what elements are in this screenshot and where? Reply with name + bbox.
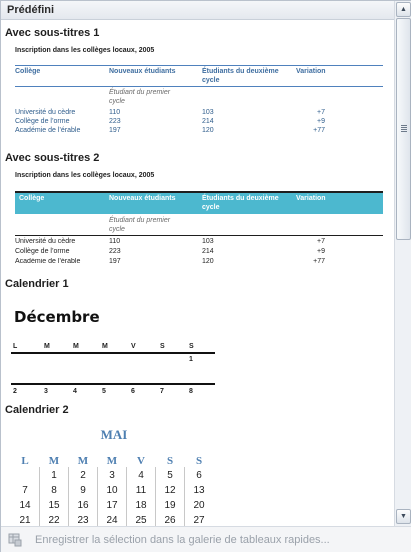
calendar2-date: 17: [106, 500, 118, 511]
calendar2-date: 27: [193, 515, 205, 526]
calendar2-day-name: S: [195, 455, 203, 467]
calendar2-date: 4: [138, 470, 144, 481]
calendar2-day-name: M: [48, 455, 60, 467]
scroll-down-arrow-icon[interactable]: ▼: [396, 509, 411, 524]
subheader-line1: Étudiant du premier: [109, 89, 171, 96]
calendar2-month: MAI: [100, 427, 128, 442]
col-header-college: Collège: [19, 195, 45, 202]
table-cell: 120: [202, 127, 214, 134]
table-cell: 110: [109, 238, 121, 245]
calendar2-date: 22: [48, 515, 60, 526]
calendar2-day-name: M: [106, 455, 118, 467]
section-title-calendrier-1: Calendrier 1: [5, 278, 69, 290]
section-title-calendrier-2: Calendrier 2: [5, 404, 69, 416]
col-header-variation: Variation: [296, 68, 326, 75]
calendar2-date: 12: [164, 485, 176, 496]
calendar2-date: 7: [22, 485, 28, 496]
gallery-item-avec-sous-titres-2[interactable]: [11, 166, 386, 271]
table-cell: +9: [317, 118, 325, 125]
calendar2-date: 18: [135, 500, 147, 511]
save-selection-label: Enregistrer la sélection dans la galerie de tableaux rapides...: [35, 534, 330, 546]
table-cell: +9: [317, 248, 325, 255]
table-cell: 110: [109, 109, 121, 116]
table-cell: Université du cèdre: [15, 238, 76, 245]
table-cell: 214: [202, 248, 214, 255]
calendar2-date: 21: [19, 515, 31, 526]
calendar2-date: 26: [164, 515, 176, 526]
calendar2-date: 11: [135, 485, 147, 496]
calendar2-date: 1: [51, 470, 57, 481]
calendar2-date: 5: [167, 470, 173, 481]
col-header-new: Nouveaux étudiants: [109, 195, 176, 202]
calendar1-day-name: L: [13, 343, 18, 350]
table-cell: 103: [202, 238, 214, 245]
calendar2-date: 23: [77, 515, 89, 526]
calendar2-day-name: S: [166, 455, 174, 467]
subheader-line2: cycle: [109, 226, 125, 233]
calendar1-date: 4: [73, 388, 77, 395]
calendar2-date: 19: [164, 500, 176, 511]
calendar1-date: 3: [44, 388, 48, 395]
calendar2-day-name: L: [21, 455, 29, 467]
table-caption: Inscription dans les collèges locaux, 2005: [15, 172, 155, 179]
col-header-second-line2: cycle: [202, 204, 220, 211]
save-selection-to-gallery-button[interactable]: [1, 526, 411, 552]
col-header-second: Étudiants du deuxième: [202, 68, 279, 75]
calendar1-day-name: V: [131, 343, 136, 350]
table-cell: 197: [109, 258, 121, 265]
calendar2-date: 20: [193, 500, 205, 511]
table-cell: +77: [313, 258, 325, 265]
col-header-second-line2: cycle: [202, 77, 220, 84]
section-title-avec-sous-titres-1: Avec sous-titres 1: [5, 27, 100, 39]
table-cell: Collège de l’orme: [15, 248, 70, 255]
col-header-second: Étudiants du deuxième: [202, 195, 279, 202]
scrollbar-thumb[interactable]: [396, 18, 411, 240]
gallery-item-calendrier-2[interactable]: [1, 418, 391, 526]
table-cell: +77: [313, 127, 325, 134]
calendar1-month: Décembre: [14, 308, 100, 326]
calendar2-date: 3: [109, 470, 115, 481]
calendar1-date: 1: [189, 356, 193, 363]
table-cell: 223: [109, 118, 121, 125]
calendar1-date: 8: [189, 388, 193, 395]
calendar2-date: 25: [135, 515, 147, 526]
calendar2-date: 2: [80, 470, 86, 481]
table-cell: Académie de l’érable: [15, 258, 81, 265]
table-cell: +7: [317, 238, 325, 245]
calendar1-day-name: S: [189, 343, 194, 350]
gallery-header-title: Prédéfini: [7, 4, 55, 16]
subheader-line2: cycle: [109, 98, 125, 105]
table-cell: 223: [109, 248, 121, 255]
table-cell: 103: [202, 109, 214, 116]
table-cell: 197: [109, 127, 121, 134]
subheader-line1: Étudiant du premier: [109, 217, 171, 224]
col-header-college: Collège: [15, 68, 41, 75]
calendar2-date: 14: [19, 500, 31, 511]
table-cell: Université du cèdre: [15, 109, 76, 116]
gallery-scrollbar[interactable]: [394, 1, 411, 526]
calendar2-date: 9: [80, 485, 86, 496]
gallery-header: [1, 1, 394, 20]
col-header-variation: Variation: [296, 195, 326, 202]
calendar1-date: 5: [102, 388, 106, 395]
table-cell: 214: [202, 118, 214, 125]
scroll-up-arrow-icon[interactable]: ▲: [396, 2, 411, 17]
calendar2-date: 10: [106, 485, 118, 496]
gallery-item-calendrier-1[interactable]: [1, 292, 391, 400]
table-cell: Académie de l’érable: [15, 127, 81, 134]
calendar2-date: 8: [51, 485, 57, 496]
calendar2-day-name: M: [77, 455, 89, 467]
gallery-list: [1, 21, 394, 526]
quick-tables-save-icon: [8, 533, 22, 547]
section-title-avec-sous-titres-2: Avec sous-titres 2: [5, 152, 100, 164]
calendar1-date: 2: [13, 388, 17, 395]
calendar2-date: 13: [193, 485, 205, 496]
table-cell: Collège de l’orme: [15, 118, 70, 125]
table-cell: +7: [317, 109, 325, 116]
calendar2-date: 15: [48, 500, 60, 511]
calendar2-day-name: V: [137, 455, 145, 467]
col-header-new: Nouveaux étudiants: [109, 68, 176, 75]
calendar2-date: 16: [77, 500, 89, 511]
calendar1-date: 7: [160, 388, 164, 395]
calendar1-day-name: M: [44, 343, 50, 350]
table-caption: Inscription dans les collèges locaux, 2005: [15, 47, 155, 54]
calendar1-date: 6: [131, 388, 135, 395]
calendar2-date: 24: [106, 515, 118, 526]
table-cell: 120: [202, 258, 214, 265]
calendar2-date: 6: [196, 470, 202, 481]
calendar1-day-name: M: [73, 343, 79, 350]
calendar1-day-name: S: [160, 343, 165, 350]
calendar1-day-name: M: [102, 343, 108, 350]
